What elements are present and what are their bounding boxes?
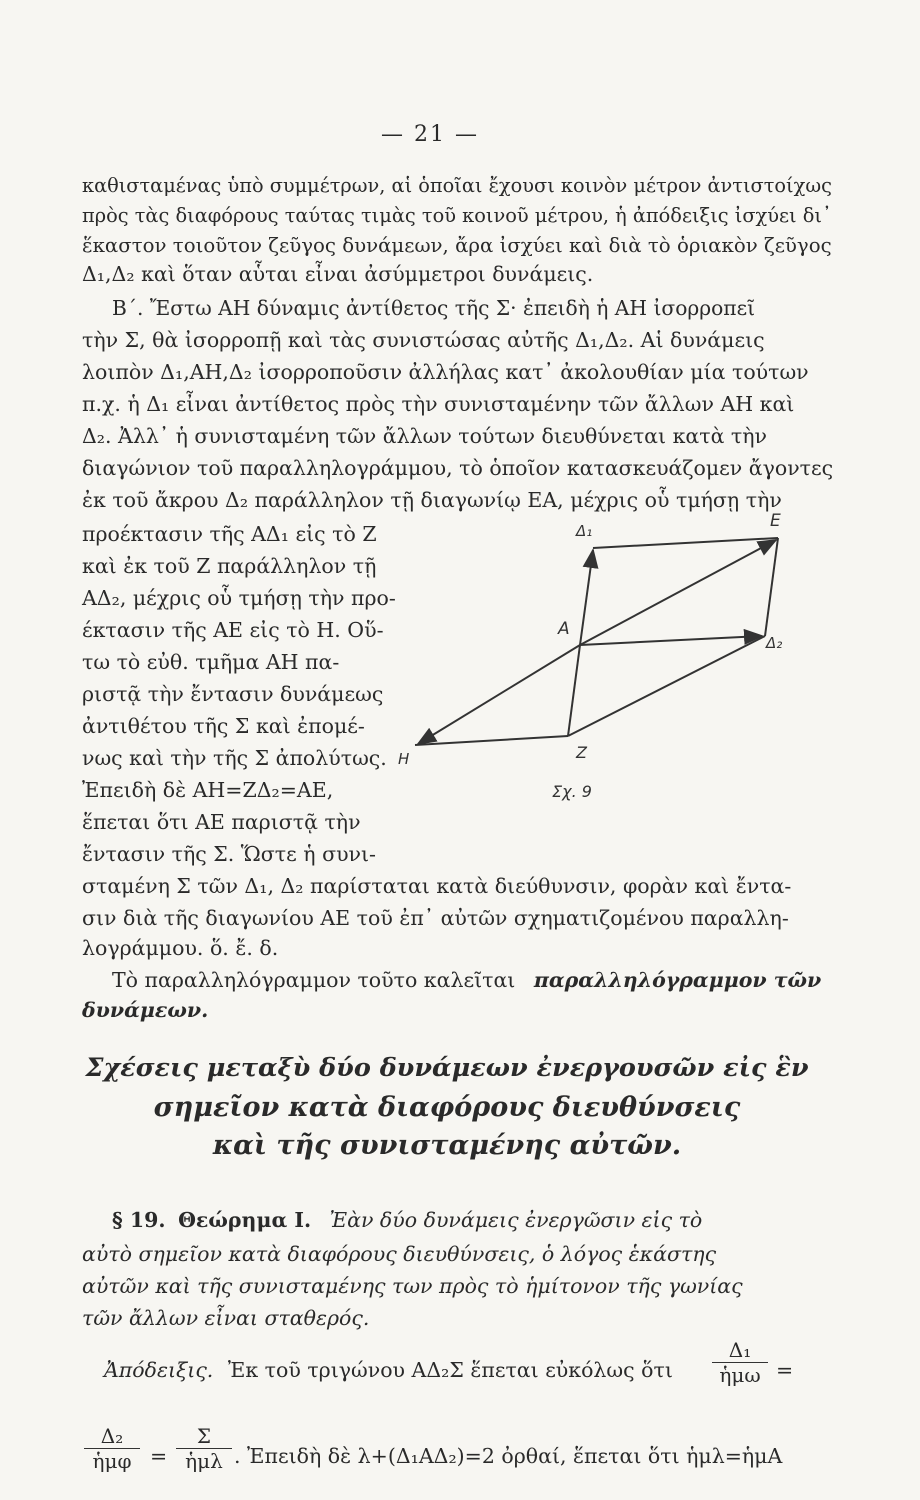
proof-label: Ἀπόδειξις. xyxy=(104,1358,214,1382)
proof-tail: . Ἐπειδὴ δὲ λ+(Δ₁ΑΔ₂)=2 ὀρθαί, ἕπεται ὅτι ἡμλ=ἡμΑ xyxy=(234,1444,783,1468)
label-a: A xyxy=(558,619,570,639)
text-line: έκτασιν τῆς ΑΕ εἰς τὸ Η. Οὕ- xyxy=(82,618,384,642)
fraction-denominator: ἡμφ xyxy=(92,1449,132,1473)
section-heading: καὶ τῆς συνισταμένης αὐτῶν. xyxy=(212,1130,682,1161)
text-line: ΑΔ₂, μέχρις οὗ τμήσῃ τὴν προ- xyxy=(82,586,396,610)
segment-e-d2 xyxy=(765,538,778,636)
text-line: σιν διὰ τῆς διαγωνίου ΑΕ τοῦ ἐπ᾽ αὐτῶν σχηματιζομένου παραλλη- xyxy=(82,906,789,930)
segment-a-d1 xyxy=(580,550,593,645)
text-line: λογράμμου. ὅ. ἔ. δ. xyxy=(82,936,279,960)
extension-a-z xyxy=(568,645,580,736)
segment-d2-z xyxy=(568,636,765,736)
label-z: Z xyxy=(576,743,587,762)
label-e: E xyxy=(770,511,781,531)
segment-d1-e xyxy=(593,538,778,548)
text-line: τὴν Σ, θὰ ἰσορροπῇ καὶ τὰς συνιστώσας αὐτῆς Δ₁,Δ₂. Αἱ δυνάμεις xyxy=(82,328,765,352)
label-h: H xyxy=(398,750,410,768)
parallelogram-figure xyxy=(390,500,820,820)
fraction-numerator: Δ₂ xyxy=(84,1424,140,1449)
text-line: νως καὶ τὴν τῆς Σ ἀπολύτως. xyxy=(82,746,387,770)
text-line: λοιπὸν Δ₁,ΑΗ,Δ₂ ἰσορροποῦσιν ἀλλήλας κατ᾽ ἀκολουθίαν μία τούτων xyxy=(82,360,809,384)
text-line: ἕπεται ὅτι ΑΕ παριστᾷ τὴν xyxy=(82,810,361,834)
theorem-line xyxy=(112,1206,702,1234)
text-line: Ἐπειδὴ δὲ ΑΗ=ΖΔ₂=ΑΕ, xyxy=(82,778,334,802)
section-heading: σημεῖον κατὰ διαφόρους διευθύνσεις xyxy=(153,1092,741,1123)
fraction-denominator: ἡμλ xyxy=(185,1449,223,1473)
fraction-numerator: Σ xyxy=(176,1424,232,1449)
text-line: ἔντασιν τῆς Σ. Ὥστε ἡ συνι- xyxy=(82,842,376,866)
proof-line xyxy=(104,1356,673,1384)
equals-sign: = xyxy=(776,1358,794,1382)
text-line: ριστᾷ τὴν ἔντασιν δυνάμεως xyxy=(82,682,384,706)
definition-term-cont: δυνάμεων. xyxy=(82,998,209,1022)
fraction-sigma xyxy=(176,1424,232,1473)
definition-term: παραλληλόγραμμον τῶν xyxy=(533,968,822,992)
text-line: καθισταμένας ὑπὸ συμμέτρων, αἱ ὁποῖαι ἔχουσι κοινὸν μέτρον ἀντιστοίχως xyxy=(82,174,832,197)
text-line: σταμένη Σ τῶν Δ₁, Δ₂ παρίσταται κατὰ διεύθυνσιν, φορὰν καὶ ἔντα- xyxy=(82,874,792,898)
text-line: τω τὸ εὐθ. τμῆμα ΑΗ πα- xyxy=(82,650,340,674)
label-d1: Δ₁ xyxy=(576,522,593,540)
segment-z-h xyxy=(415,736,568,745)
text-line: Δ₁,Δ₂ καὶ ὅταν αὗται εἶναι ἀσύμμετροι δυνάμεις. xyxy=(82,262,594,286)
diagonal-a-e xyxy=(580,540,776,645)
text-line: πρὸς τὰς διαφόρους ταύτας τιμὰς τοῦ κοινοῦ μέτρου, ἡ ἀπόδειξις ἰσχύει δι᾽ xyxy=(82,204,832,227)
fraction-d2 xyxy=(84,1424,140,1473)
text-line: καὶ ἐκ τοῦ Ζ παράλληλον τῇ xyxy=(82,554,377,578)
fraction-d1 xyxy=(712,1338,768,1387)
label-d2: Δ₂ xyxy=(766,634,783,652)
theorem-line: τῶν ἄλλων εἶναι σταθερός. xyxy=(82,1306,370,1330)
segment-a-d2 xyxy=(580,636,762,645)
fraction-numerator: Δ₁ xyxy=(712,1338,768,1363)
text-line: ἐκ τοῦ ἄκρου Δ₂ παράλληλον τῇ διαγωνίῳ ΕΑ, μέχρις οὗ τμήσῃ τὴν xyxy=(82,488,782,512)
section-heading: Σχέσεις μεταξὺ δύο δυνάμεων ἐνεργουσῶν εἰς ἓν xyxy=(85,1053,809,1083)
text-line: Β΄. Ἔστω ΑΗ δύναμις ἀντίθετος τῆς Σ· ἐπειδὴ ἡ ΑΗ ἰσορροπεῖ xyxy=(112,296,756,320)
page-number: — 21 — xyxy=(381,122,479,147)
theorem-statement: Ἐὰν δύο δυνάμεις ἐνεργῶσιν εἰς τὸ xyxy=(329,1208,703,1232)
text-line: προέκτασιν τῆς ΑΔ₁ εἰς τὸ Ζ xyxy=(82,522,377,546)
text-line: Δ₂. Ἀλλ᾽ ἡ συνισταμένη τῶν ἄλλων τούτων διευθύνεται κατὰ τὴν xyxy=(82,424,768,448)
section-number: § 19. xyxy=(112,1208,166,1232)
text-line: ἕκαστον τοιοῦτον ζεῦγος δυνάμεων, ἄρα ἰσχύει καὶ διὰ τὸ ὁριακὸν ζεῦγος xyxy=(82,234,832,257)
theorem-line: αὐτῶν καὶ τῆς συνισταμένης των πρὸς τὸ ἡμίτονον τῆς γωνίας xyxy=(82,1274,743,1298)
fraction-denominator: ἡμω xyxy=(719,1363,761,1387)
equals-sign: = xyxy=(150,1444,168,1468)
text-line: π.χ. ἡ Δ₁ εἶναι ἀντίθετος πρὸς τὴν συνισταμένην τῶν ἄλλων ΑΗ καὶ xyxy=(82,392,795,416)
force-a-h xyxy=(418,645,580,744)
definition-line xyxy=(112,966,821,994)
text-line: ἀντιθέτου τῆς Σ καὶ ἐπομέ- xyxy=(82,714,365,738)
theorem-label: Θεώρημα Ι. xyxy=(178,1208,312,1232)
definition-prefix: Τὸ παραλληλόγραμμον τοῦτο καλεῖται xyxy=(112,968,516,992)
figure-caption: Σχ. 9 xyxy=(552,782,592,801)
text-line: διαγώνιον τοῦ παραλληλογράμμου, τὸ ὁποῖον κατασκευάζομεν ἄγοντες xyxy=(82,456,834,480)
theorem-line: αὐτὸ σημεῖον κατὰ διαφόρους διευθύνσεις, ὁ λόγος ἑκάστης xyxy=(82,1242,717,1266)
proof-text: Ἐκ τοῦ τριγώνου ΑΔ₂Σ ἕπεται εὐκόλως ὅτι xyxy=(227,1358,673,1382)
